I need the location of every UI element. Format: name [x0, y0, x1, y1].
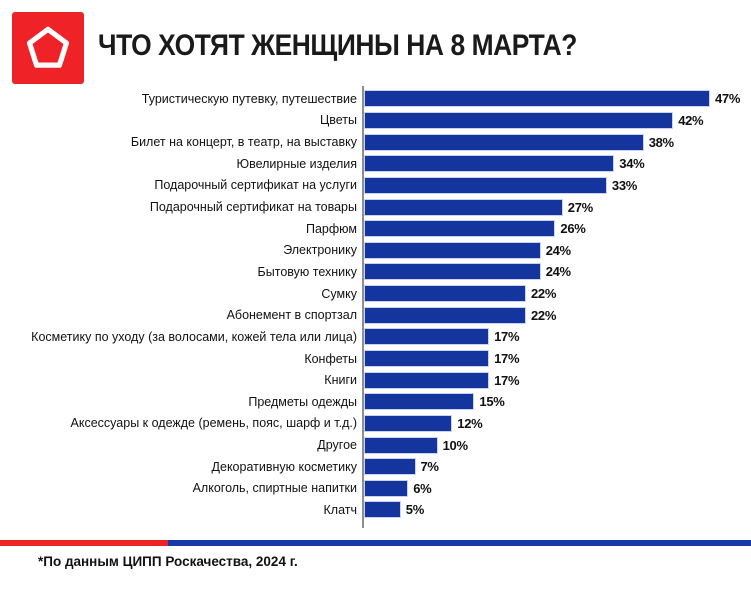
bar-row: [0, 261, 751, 283]
bar-row: [0, 218, 751, 240]
bar: [364, 372, 489, 389]
bar-row: [0, 499, 751, 521]
bar-value: 17%: [494, 351, 520, 366]
divider-blue-segment: [168, 540, 751, 546]
source-note: *По данным ЦИПП Роскачества, 2024 г.: [38, 554, 298, 569]
bar-track: [364, 88, 751, 110]
bar-label: Бытовую технику: [257, 264, 357, 279]
bar-track: [364, 478, 751, 500]
bar-chart: [0, 88, 751, 521]
bar-value: 6%: [413, 480, 432, 496]
bar-label: Конфеты: [304, 351, 357, 366]
bar: [364, 242, 541, 259]
bar-value: 17%: [494, 329, 520, 345]
bar-label: Абонемент в спортзал: [226, 308, 357, 323]
chart-title: ЧТО ХОТЯТ ЖЕНЩИНЫ НА 8 МАРТА?: [98, 29, 577, 62]
bar-value: 47%: [715, 91, 741, 107]
bar-track: [364, 326, 751, 348]
bar: [364, 134, 644, 151]
bar-value: 12%: [457, 415, 483, 431]
bar-label: Другое: [317, 438, 357, 453]
bar-row: [0, 348, 751, 370]
bar-row: [0, 413, 751, 435]
bar: [364, 415, 452, 432]
bar-value: 27%: [567, 199, 593, 215]
bar-row: [0, 239, 751, 261]
bar-row: [0, 153, 751, 175]
bar-row: [0, 283, 751, 305]
bar-track: [364, 434, 751, 456]
bar-label: Сумку: [321, 286, 357, 301]
bar-value: 33%: [611, 177, 638, 193]
bar-label: Косметику по уходу (за волосами, кожей тела или лица): [31, 329, 357, 344]
bar-value: 5%: [405, 502, 424, 518]
bar-value: 15%: [479, 394, 505, 410]
bar-track: [364, 218, 751, 240]
bar-row: [0, 478, 751, 500]
bar-track: [364, 196, 751, 218]
bar-value: 7%: [420, 459, 439, 475]
bar-track: [364, 153, 751, 175]
bar-track: [364, 391, 751, 413]
bar-row: [0, 110, 751, 132]
bar-value: 24%: [545, 242, 571, 258]
bar-row: [0, 175, 751, 197]
bar: [364, 458, 416, 475]
bar: [364, 393, 474, 410]
bar-value: 42%: [678, 112, 704, 128]
bar: [364, 112, 673, 129]
bar-value: 17%: [494, 372, 520, 388]
roskachestvo-logo: [12, 12, 84, 84]
bar-label: Предметы одежды: [248, 394, 357, 409]
bar: [364, 285, 526, 302]
bar: [364, 480, 408, 497]
bar: [364, 307, 526, 324]
bar-track: [364, 175, 751, 197]
bar-label: Парфюм: [305, 221, 357, 236]
bar-row: [0, 369, 751, 391]
bar-label: Книги: [324, 373, 357, 388]
bar-track: [364, 499, 751, 521]
bar: [364, 90, 710, 107]
bar-track: [364, 110, 751, 132]
bar: [364, 177, 607, 194]
bar-label: Декоративную косметику: [211, 459, 357, 474]
divider-red-segment: [0, 540, 168, 546]
bar-track: [364, 413, 751, 435]
bar: [364, 501, 401, 518]
bar-label: Аксессуары к одежде (ремень, пояс, шарф и т.д.): [70, 416, 357, 431]
bar-track: [364, 283, 751, 305]
bar: [364, 199, 563, 216]
bar-value: 22%: [531, 286, 557, 302]
bar-row: [0, 88, 751, 110]
bar-row: [0, 456, 751, 478]
bar-label: Алкоголь, спиртные напитки: [192, 481, 357, 496]
bar-rows: [0, 88, 751, 521]
bar-track: [364, 131, 751, 153]
bar-label: Электронику: [283, 243, 357, 258]
bar: [364, 350, 489, 367]
bar-label: Подарочный сертификат на услуги: [154, 178, 357, 193]
bar-label: Подарочный сертификат на товары: [149, 200, 357, 215]
bar-value: 24%: [545, 264, 571, 280]
footer-divider: [0, 540, 751, 546]
bar: [364, 155, 614, 172]
bar-label: Туристическую путевку, путешествие: [141, 91, 357, 106]
bar: [364, 263, 541, 280]
bar-row: [0, 391, 751, 413]
bar-value: 10%: [442, 437, 468, 453]
bar-row: [0, 196, 751, 218]
bar-value: 26%: [560, 221, 586, 237]
bar-track: [364, 369, 751, 391]
bar-row: [0, 131, 751, 153]
bar-track: [364, 239, 751, 261]
bar-track: [364, 456, 751, 478]
bar: [364, 220, 555, 237]
bar-row: [0, 326, 751, 348]
bar: [364, 328, 489, 345]
bar-label: Ювелирные изделия: [236, 156, 357, 171]
pentagon-badge-icon: [22, 22, 74, 74]
bar-row: [0, 434, 751, 456]
bar-value: 34%: [619, 156, 645, 172]
bar-row: [0, 304, 751, 326]
bar-value: 38%: [648, 134, 674, 150]
bar-track: [364, 304, 751, 326]
bar-track: [364, 261, 751, 283]
bar: [364, 437, 438, 454]
bar-label: Билет на концерт, в театр, на выставку: [130, 135, 357, 150]
bar-label: Клатч: [323, 502, 357, 517]
bar-track: [364, 348, 751, 370]
bar-value: 22%: [531, 307, 557, 323]
bar-label: Цветы: [320, 113, 357, 128]
